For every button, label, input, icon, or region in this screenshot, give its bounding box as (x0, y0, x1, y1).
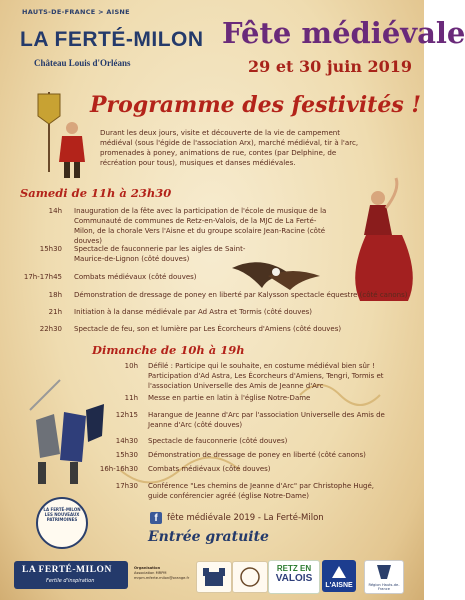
chateau-logo (196, 561, 232, 593)
partner-logo (232, 561, 268, 593)
event-time: 21h (48, 308, 62, 316)
facebook-icon[interactable]: f (150, 512, 162, 524)
event-row (0, 393, 400, 403)
patrimoine-stamp (36, 497, 88, 549)
event-row (0, 464, 400, 474)
event-desc: Initiation à la danse médiévale par Ad Astra et Tormis (côté douves) (74, 308, 313, 316)
knight-banner-illustration (38, 92, 85, 178)
town-title: LA FERTÉ-MILON (20, 28, 204, 51)
event-desc: Spectacle de feu, son et lumière par Les Écorcheurs d'Amiens (côté douves) (74, 325, 342, 333)
la-ferte-milon-logo (14, 561, 128, 589)
programme-title: Programme des festivités ! (90, 92, 422, 118)
event-time: 11h (124, 394, 138, 402)
chateau-subtitle: Château Louis d'Orléans (34, 58, 131, 68)
org-label: Organisation (134, 566, 161, 570)
retz-line-2: VALOIS (275, 573, 313, 584)
region-emblem-icon (365, 561, 403, 583)
hauts-de-france-logo (364, 560, 404, 594)
event-title: Fête médiévale (222, 16, 465, 50)
event-desc: Démonstration de dressage de poney en liberté par Kalysson spectacle équestre (côté canons) (74, 291, 408, 299)
event-time: 14h (48, 207, 62, 215)
event-time: 14h30 (115, 437, 138, 445)
event-time: 16h-16h30 (99, 465, 138, 473)
event-time: 15h30 (115, 451, 138, 459)
emblem-icon (233, 562, 267, 592)
organisation-block (134, 566, 192, 581)
region-label: HAUTS-DE-FRANCE > AISNE (22, 8, 130, 16)
event-row (0, 206, 330, 246)
event-row (0, 436, 400, 446)
stamp-text: LA FERTÉ-MILON LES NOUVEAUX PATRIMOINES (43, 507, 81, 522)
retz-line-1: RETZ EN (276, 564, 312, 573)
event-time: 22h30 (39, 325, 62, 333)
retz-en-valois-logo (268, 560, 320, 594)
event-desc: Inauguration de la fête avec la participation de l'école de musique de la Communauté de communes de Retz-en-Valois, de la MJC de La Ferté-Milon, de la chorale Vers l'Aisne et du groupe scolaire Jean-Racine (côté douves) (74, 207, 327, 245)
event-desc: Spectacle de fauconnerie (côté douves) (148, 437, 288, 445)
aisne-label: L'AISNE (325, 582, 353, 589)
event-row (0, 290, 408, 300)
event-desc: Spectacle de fauconnerie par les aigles de Saint-Maurice-de-Lignon (côté douves) (74, 245, 246, 263)
event-time: 12h15 (115, 411, 138, 419)
event-row (0, 307, 400, 317)
org-name: Association MRPM (134, 571, 167, 575)
castle-icon (197, 562, 231, 592)
event-desc: Harangue de Jeanne d'Arc par l'association Universelle des Amis de Jeanne d'Arc (côté douves) (148, 411, 385, 429)
event-row (0, 244, 330, 264)
event-dates: 29 et 30 juin 2019 (248, 57, 413, 76)
free-entry-label: Entrée gratuite (148, 529, 269, 545)
event-desc: Combats médiévaux (côté douves) (148, 465, 271, 473)
event-desc: Conférence "Les chemins de Jeanne d'Arc" par Christophe Hugé, guide conférencier agréé (église Notre-Dame) (148, 482, 375, 500)
saturday-heading: Samedi de 11h à 23h30 (20, 186, 172, 200)
event-desc: Messe en partie en latin à l'église Notre-Dame (148, 394, 311, 402)
logo-name: LA FERTÉ-MILON (22, 565, 112, 575)
sunday-heading: Dimanche de 10h à 19h (92, 343, 245, 357)
dancer-illustration (355, 178, 413, 301)
event-desc: Démonstration de dressage de poney en liberté (côté canons) (148, 451, 366, 459)
event-time: 18h (48, 291, 62, 299)
facebook-text: fête médiévale 2019 - La Ferté-Milon (167, 513, 324, 523)
aisne-logo (322, 560, 356, 592)
event-time: 15h30 (39, 245, 62, 253)
aisne-emblem-icon (322, 560, 356, 582)
facebook-line[interactable] (150, 512, 324, 524)
event-desc: Combats médiévaux (côté douves) (74, 273, 197, 281)
event-time: 17h-17h45 (23, 273, 62, 281)
event-desc: Défilé : Participe qui le souhaite, en costume médiéval bien sûr ! Participation d'Ad Astra, Les Écorcheurs d'Amiens, Tengri, Tormis et l'association Universelle des Amis de Jeanne d'Arc (148, 362, 384, 390)
programme-intro: Durant les deux jours, visite et découverte de la vie de campement médiéval (sous l'égide de l'association Arx), marché médiéval, tir à l'arc, promenades à poney, animations de rue, contes (par Delphine, de récréation pour tous), musiques et danses médiévales. (100, 128, 359, 167)
event-row (0, 324, 400, 334)
event-row (0, 272, 330, 282)
event-row (0, 410, 400, 430)
event-time: 10h (124, 362, 138, 370)
hdf-label: Région Hauts-de-France (368, 583, 400, 591)
event-time: 17h30 (115, 482, 138, 490)
logo-slogan: Fertile d'inspiration (46, 578, 95, 584)
event-row (0, 450, 400, 460)
org-contact: mrpm.mferte.milon@orange.fr (134, 576, 190, 580)
